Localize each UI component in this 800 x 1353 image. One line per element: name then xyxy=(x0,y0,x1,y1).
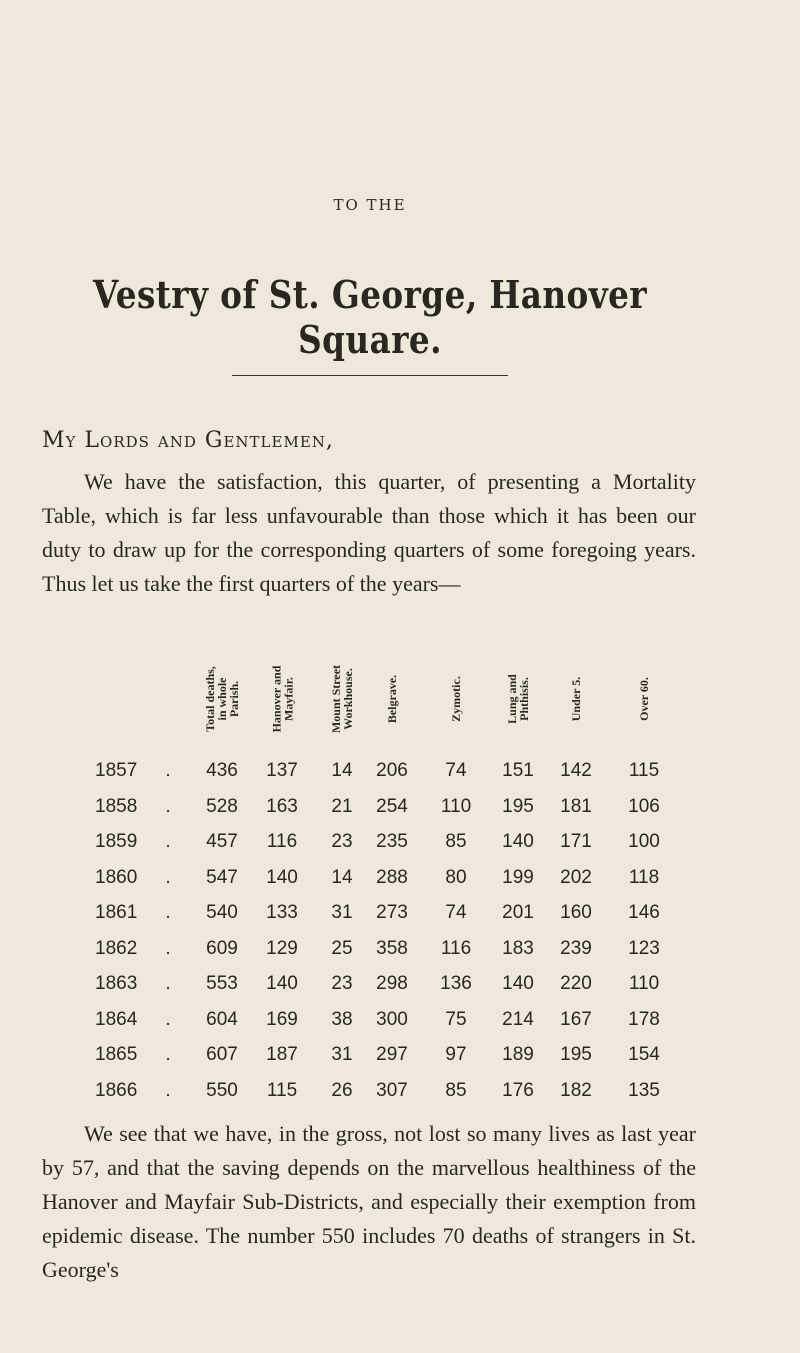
table-cell: 129 xyxy=(266,937,298,959)
row-year: 1860 xyxy=(95,866,138,888)
table-cell: 254 xyxy=(376,795,408,817)
table-cell: 298 xyxy=(376,973,408,994)
table-cell: 457 xyxy=(206,831,238,852)
column-header-label: Zymotic. xyxy=(449,676,463,722)
row-year: 1866 xyxy=(95,1079,138,1101)
table-cell: 74 xyxy=(445,902,467,923)
table-cell: 154 xyxy=(628,1044,660,1065)
table-cell: 136 xyxy=(440,973,472,994)
table-cell: 14 xyxy=(331,866,353,888)
paragraph-commentary: We see that we have, in the gross, not lost so many lives as last year by 57, and that the saving depends on the marvellous healthiness of the Hanover and Mayfair Sub-Districts, and especially their exemption from epidemic disease. The number 550 includes 70 deaths of strangers in St. George's xyxy=(42,1121,696,1282)
table-cell: 140 xyxy=(266,973,298,994)
table-cell: 195 xyxy=(560,1044,592,1065)
table-cell: 140 xyxy=(502,831,534,852)
table-cell: 142 xyxy=(560,760,592,781)
table-cell: 167 xyxy=(560,1008,592,1030)
row-year: 1859 xyxy=(95,831,138,852)
table-cell: 604 xyxy=(206,1008,238,1030)
table-cell: 550 xyxy=(206,1079,238,1101)
table-cell: 220 xyxy=(560,973,592,994)
table-row xyxy=(0,792,800,828)
table-cell: 137 xyxy=(266,760,298,781)
table-cell: 199 xyxy=(502,866,534,888)
table-cell: 26 xyxy=(331,1079,353,1101)
table-row xyxy=(0,827,800,863)
row-leader-dot: . xyxy=(165,795,171,817)
table-cell: 100 xyxy=(628,831,660,852)
table-cell: 31 xyxy=(331,902,353,923)
header-total-deaths xyxy=(192,646,252,752)
header-hanover-mayfair xyxy=(252,646,312,752)
table-cell: 133 xyxy=(266,902,298,923)
table-cell: 436 xyxy=(206,760,238,781)
row-leader-dot: . xyxy=(165,902,171,923)
salutation: My Lords and Gentlemen, xyxy=(42,428,334,453)
table-cell: 273 xyxy=(376,902,408,923)
table-row xyxy=(0,1040,800,1076)
row-leader-dot: . xyxy=(165,973,171,994)
table-cell: 146 xyxy=(628,902,660,923)
table-cell: 187 xyxy=(266,1044,298,1065)
column-header-label: Belgrave. xyxy=(385,674,399,724)
table-cell: 169 xyxy=(266,1008,298,1030)
table-row xyxy=(0,756,800,792)
table-cell: 75 xyxy=(445,1008,467,1030)
table-cell: 97 xyxy=(445,1044,467,1065)
table-cell: 135 xyxy=(628,1079,660,1101)
table-cell: 140 xyxy=(502,973,534,994)
column-header-label: Hanover and Mayfair. xyxy=(269,665,296,733)
row-year: 1864 xyxy=(95,1008,138,1030)
column-header-label: Over 60. xyxy=(637,677,651,721)
table-cell: 176 xyxy=(502,1079,534,1101)
table-cell: 528 xyxy=(206,795,238,817)
table-cell: 25 xyxy=(331,937,353,959)
column-header-label: Mount Street Workhouse. xyxy=(329,664,356,734)
table-row xyxy=(0,1005,800,1041)
table-cell: 110 xyxy=(440,795,472,817)
column-header-label: Under 5. xyxy=(569,676,583,722)
table-row xyxy=(0,969,800,1005)
column-header-label: Total deaths, in whole Parish. xyxy=(203,666,242,732)
header-lung-phthisis xyxy=(488,646,548,752)
table-cell: 116 xyxy=(266,831,298,852)
row-leader-dot: . xyxy=(165,1008,171,1030)
table-cell: 171 xyxy=(560,831,592,852)
table-cell: 116 xyxy=(440,937,472,959)
table-cell: 239 xyxy=(560,937,592,959)
header-under-5 xyxy=(546,646,606,752)
table-cell: 307 xyxy=(376,1079,408,1101)
table-cell: 195 xyxy=(502,795,534,817)
table-cell: 609 xyxy=(206,937,238,959)
table-cell: 123 xyxy=(628,937,660,959)
title-divider xyxy=(232,375,508,376)
table-cell: 31 xyxy=(331,1044,353,1065)
table-cell: 85 xyxy=(445,831,467,852)
table-cell: 206 xyxy=(376,760,408,781)
table-row xyxy=(0,934,800,970)
row-leader-dot: . xyxy=(165,1044,171,1065)
table-cell: 547 xyxy=(206,866,238,888)
header-over-60 xyxy=(614,646,674,752)
table-cell: 540 xyxy=(206,902,238,923)
row-year: 1861 xyxy=(95,902,138,923)
table-cell: 106 xyxy=(628,795,660,817)
row-leader-dot: . xyxy=(165,760,171,781)
table-cell: 85 xyxy=(445,1079,467,1101)
table-cell: 235 xyxy=(376,831,408,852)
table-row xyxy=(0,898,800,934)
mortality-table-headers xyxy=(0,646,800,752)
table-cell: 74 xyxy=(445,760,467,781)
table-cell: 14 xyxy=(331,760,353,781)
row-year: 1863 xyxy=(95,973,138,994)
table-cell: 178 xyxy=(628,1008,660,1030)
row-year: 1858 xyxy=(95,795,138,817)
row-leader-dot: . xyxy=(165,1079,171,1101)
table-cell: 23 xyxy=(331,831,353,852)
table-row xyxy=(0,1076,800,1112)
table-cell: 201 xyxy=(502,902,534,923)
table-cell: 23 xyxy=(331,973,353,994)
table-cell: 80 xyxy=(445,866,467,888)
table-cell: 115 xyxy=(266,1079,298,1101)
table-cell: 288 xyxy=(376,866,408,888)
table-cell: 118 xyxy=(628,866,660,888)
table-cell: 183 xyxy=(502,937,534,959)
column-header-label: Lung and Phthisis. xyxy=(505,674,531,724)
row-year: 1865 xyxy=(95,1044,138,1065)
row-year: 1857 xyxy=(95,760,138,781)
heading-to-the: TO THE xyxy=(333,196,407,214)
table-cell: 607 xyxy=(206,1044,238,1065)
table-cell: 553 xyxy=(206,973,238,994)
table-cell: 140 xyxy=(266,866,298,888)
table-row xyxy=(0,863,800,899)
table-cell: 181 xyxy=(560,795,592,817)
mortality-table xyxy=(0,756,800,1111)
table-cell: 182 xyxy=(560,1079,592,1101)
table-cell: 214 xyxy=(502,1008,534,1030)
table-cell: 38 xyxy=(331,1008,353,1030)
table-cell: 163 xyxy=(266,795,298,817)
table-cell: 115 xyxy=(628,760,660,781)
row-year: 1862 xyxy=(95,937,138,959)
table-cell: 160 xyxy=(560,902,592,923)
table-cell: 358 xyxy=(376,937,408,959)
row-leader-dot: . xyxy=(165,866,171,888)
table-cell: 202 xyxy=(560,866,592,888)
header-belgrave xyxy=(362,646,422,752)
paragraph-intro: We have the satisfaction, this quarter, of presenting a Mortality Table, which is far less unfavourable than those which it has been our duty to draw up for the corresponding quarters of some foregoing years. Thus let us take the first quarters of the years— xyxy=(42,469,696,596)
row-leader-dot: . xyxy=(165,831,171,852)
row-leader-dot: . xyxy=(165,937,171,959)
table-cell: 300 xyxy=(376,1008,408,1030)
header-zymotic xyxy=(426,646,486,752)
table-cell: 110 xyxy=(628,973,660,994)
table-cell: 151 xyxy=(502,760,534,781)
table-cell: 189 xyxy=(502,1044,534,1065)
table-cell: 21 xyxy=(331,795,353,817)
document-title: Vestry of St. George, Hanover Square. xyxy=(92,272,648,362)
table-cell: 297 xyxy=(376,1044,408,1065)
